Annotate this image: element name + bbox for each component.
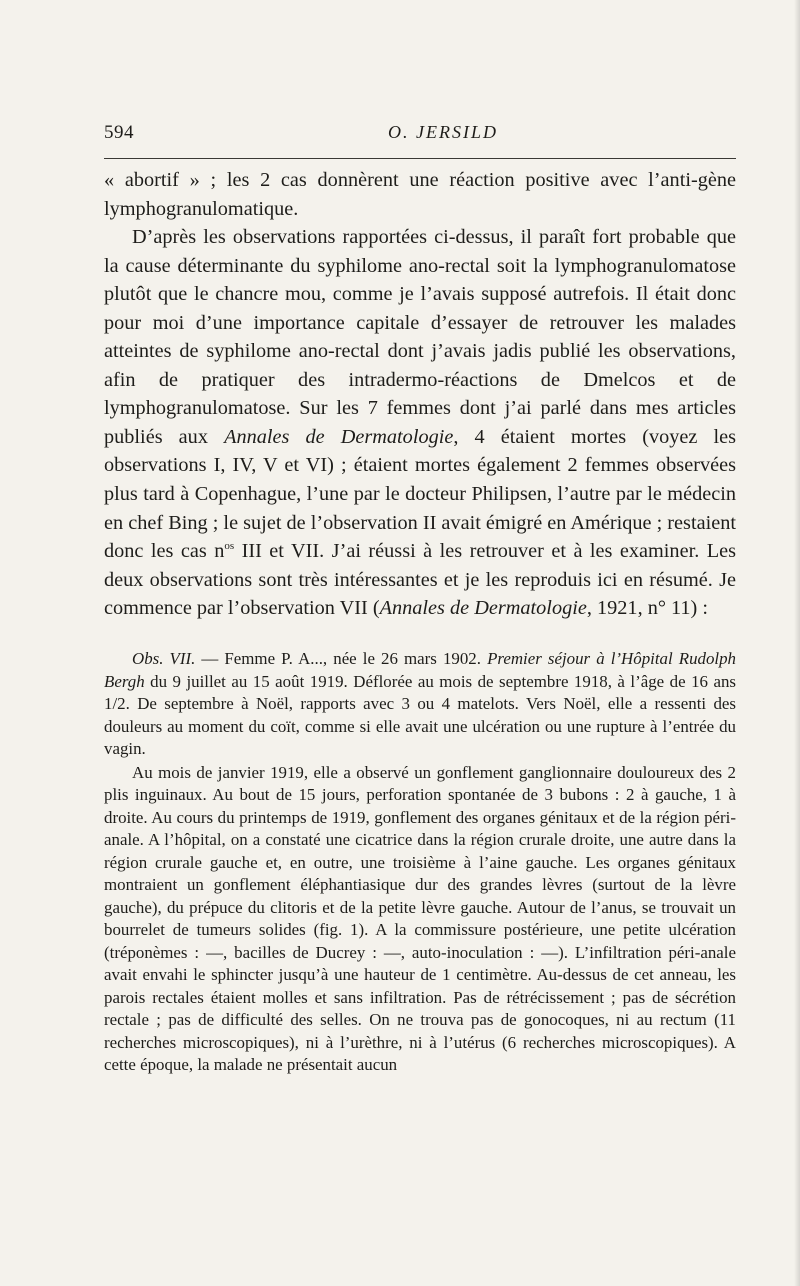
observation-block bbox=[104, 648, 736, 1077]
header-rule bbox=[104, 158, 736, 159]
page-edge-shadow bbox=[794, 0, 800, 1286]
journal-title: Annales de Dermatologie bbox=[224, 425, 454, 448]
text-segment: , 1921, n° 11) : bbox=[586, 597, 709, 620]
text-segment: III et VII. J’ai réussi à les retrouver et à les examiner. Les deux observations sont très intéressantes et je les reproduis ici en résumé. Je commence par l’observation VII ( bbox=[104, 540, 736, 620]
observation-label: Obs. VII. bbox=[132, 649, 196, 668]
paragraph-1 bbox=[104, 166, 736, 223]
journal-title: Annales de Dermatologie bbox=[379, 597, 587, 620]
text-segment: du 9 juillet au 15 août 1919. Déflorée au mois de septembre 1918, à l’âge de 16 ans 1/2. De septembre à Noël, rapports avec 3 ou 4 matelots. Vers Noël, elle a ressenti des douleurs au moment du coït, comme si elle avait une ulcération ou une rupture à l’entrée du vagin. bbox=[104, 671, 736, 758]
observation-paragraph-2 bbox=[104, 762, 736, 1077]
main-text bbox=[104, 166, 736, 623]
paragraph-2 bbox=[104, 223, 736, 623]
text-segment: D’après les observations rapportées ci-dessus, il paraît fort probable que la cause déterminante du syphilome ano-rectal soit la lymphogranulomatose plutôt que le chancre mou, comme je l’avais supposé autrefois. Il était donc pour moi d’une importance capitale d’essayer de retrouver les malades atteintes de syphilome ano-rectal dont j’avais jadis publié les observations, afin de pratiquer des intradermo-réactions de Dmelcos et de lymphogranulomatose. Sur les 7 femmes dont j’ai parlé dans mes articles publiés aux bbox=[104, 226, 736, 448]
italic-phrase: Premier séjour à l’Hôpital Rudolph Bergh bbox=[104, 649, 736, 691]
text-segment: — Femme P. A..., née le 26 mars 1902. bbox=[195, 649, 488, 668]
page-header bbox=[104, 118, 736, 148]
text-segment: « abortif » ; les 2 cas donnèrent une réaction positive avec l’anti-gène lymphogranulomatique. bbox=[104, 169, 736, 220]
text-segment: Au mois de janvier 1919, elle a observé un gonflement ganglionnaire douloureux des 2 plis inguinaux. Au bout de 15 jours, perforation spontanée de 3 bubons : 2 à gauche, 1 à droite. Au cours du printemps de 1919, gonflement des organes génitaux et de la région péri-anale. A l’hôpital, on a constaté une cicatrice dans la région crurale droite, une autre dans la région crurale gauche et, en outre, une troisième à l’aine gauche. Les organes génitaux montraient un gonflement éléphantiasique dur des grandes lèvres (surtout de la lèvre gauche), du prépuce du clitoris et de la petite lèvre gauche. Autour de l’anus, se trouvait un bourrelet de tumeurs solides (fig. 1). A la commissure postérieure, une petite ulcération (tréponèmes : —, bacilles de Ducrey : —, auto-inoculation : —). L’infiltration péri-anale avait envahi le sphincter jusqu’à une hauteur de 1 centimètre. Au-dessus de cet anneau, les parois rectales étaient molles et sans infiltration. Pas de rétrécissement ; pas de sécrétion rectale ; pas de difficulté des selles. On ne trouva pas de gonocoques, ni au rectum (11 recherches microscopiques), ni à l’urèthre, ni à l’utérus (6 recherches microscopiques). A cette époque, la malade ne présentait aucun bbox=[104, 762, 736, 1074]
text-segment: , 4 étaient mortes (voyez les observations I, IV, V et VI) ; étaient mortes également 2 femmes observées plus tard à Copenhague, l’une par le docteur Philipsen, l’autre par le médecin en chef Bing ; le sujet de l’observation II avait émigré en Amérique ; restaient donc les cas n bbox=[104, 425, 737, 563]
superscript: os bbox=[224, 540, 235, 553]
running-head: O. JERSILD bbox=[388, 122, 498, 142]
page-number: 594 bbox=[104, 122, 134, 143]
observation-paragraph-1 bbox=[104, 648, 736, 761]
